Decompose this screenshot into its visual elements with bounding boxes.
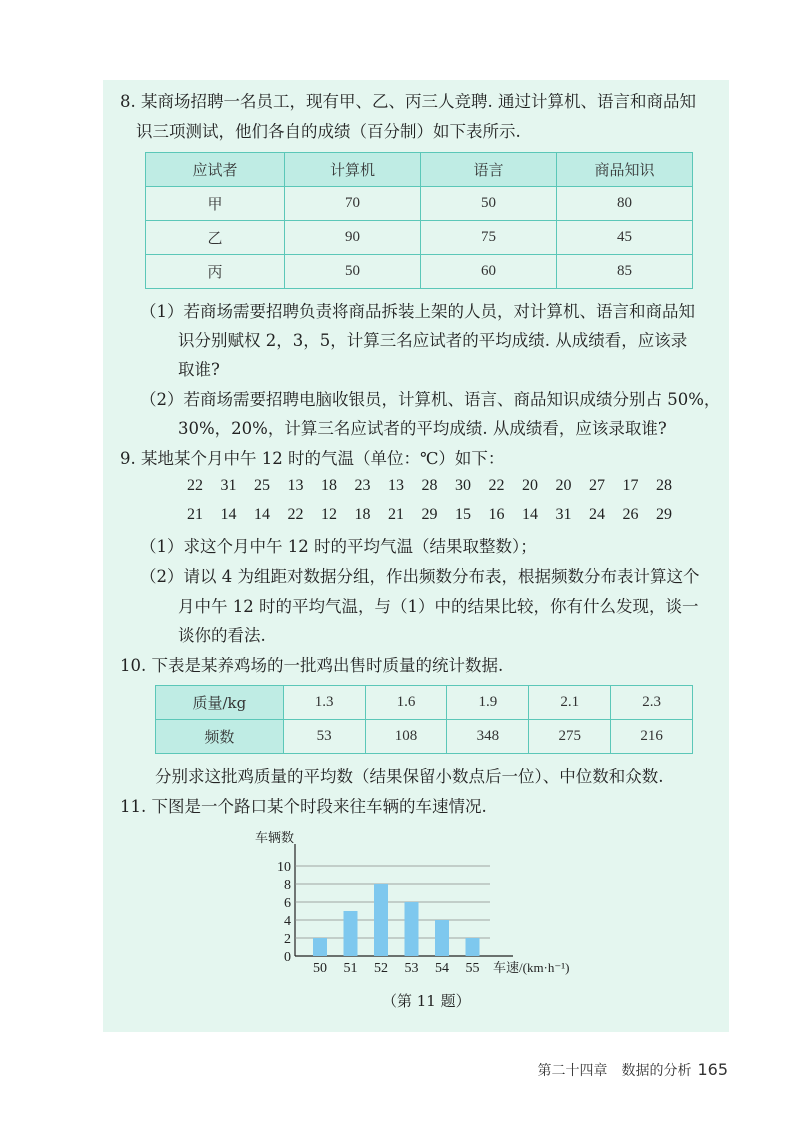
table-row-label: 质量/kg [156,686,284,720]
temperature-value: 13 [388,477,404,494]
table-row [146,255,693,289]
temperature-value: 31 [220,477,237,494]
table-row [146,187,693,221]
q9-line-1: 9. 某地某个月中午 12 时的气温（单位：℃）如下： [120,449,505,468]
y-tick-label: 8 [284,878,291,893]
bar-51 [344,911,358,956]
table-row-label: 频数 [156,720,284,754]
table-cell: 275 [529,720,611,754]
table-row [146,221,693,255]
temperature-value: 28 [656,477,672,494]
temperature-value: 12 [321,506,337,523]
table-cell: 乙 [146,221,285,255]
y-tick-label: 0 [284,950,291,965]
x-tick-label: 51 [343,961,358,976]
temperature-value: 21 [388,506,404,523]
table-cell: 85 [556,255,692,289]
temperature-value: 13 [287,477,304,494]
q10-line-1: 10. 下表是某养鸡场的一批鸡出售时质量的统计数据. [120,656,504,675]
bar-55 [466,938,480,956]
q11-caption: （第 11 题） [382,992,471,1010]
q8-part1-line-3: 取谁? [178,360,220,379]
temperature-value: 14 [522,506,538,523]
temperature-value: 24 [589,506,605,523]
table-cell: 2.3 [611,686,693,720]
q8-part1-line-2: 识分别赋权 2，3，5，计算三名应试者的平均成绩. 从成绩看，应该录 [178,331,688,350]
table-cell: 50 [284,255,420,289]
temperature-value: 23 [354,477,371,494]
temperature-value: 20 [555,477,572,494]
page-footer [537,1060,728,1080]
temperature-value: 27 [589,477,605,494]
table-cell: 80 [556,187,692,221]
temperature-value: 28 [421,477,438,494]
table-cell: 90 [284,221,420,255]
temperature-value: 22 [187,477,203,494]
table-cell: 70 [284,187,420,221]
table-cell: 1.9 [447,686,529,720]
temperature-value: 22 [488,477,505,494]
q8-line-1: 8. 某商场招聘一名员工，现有甲、乙、丙三人竞聘. 通过计算机、语言和商品知 [120,92,696,111]
q8-part2-line-2: 30%，20%，计算三名应试者的平均成绩. 从成绩看，应该录取谁? [178,419,667,438]
q9-part2-line-3: 谈你的看法. [178,626,266,645]
temperature-value: 26 [622,506,639,523]
y-tick-label: 10 [277,860,291,875]
temperature-value: 25 [254,477,270,494]
q8-header-cell: 语言 [420,153,556,187]
q9-part2-line-2: 月中午 12 时的平均气温，与（1）中的结果比较，你有什么发现，谈一 [178,597,699,616]
table-cell: 2.1 [529,686,611,720]
table-cell: 45 [556,221,692,255]
table-cell: 丙 [146,255,285,289]
y-tick-label: 4 [284,914,291,929]
bar-52 [374,884,388,956]
temperature-value: 22 [287,506,304,523]
table-row [156,720,693,754]
q11-line-1: 11. 下图是一个路口某个时段来往车辆的车速情况. [120,797,487,816]
q10-weight-table [155,685,693,754]
table-cell: 108 [365,720,447,754]
q11-speed-bar-chart [245,828,595,980]
x-tick-label: 53 [404,961,419,976]
x-tick-label: 54 [435,961,449,976]
table-cell: 1.6 [365,686,447,720]
table-cell: 75 [420,221,556,255]
q8-header-cell: 应试者 [146,153,285,187]
q8-line-2: 识三项测试，他们各自的成绩（百分制）如下表所示. [136,122,521,141]
temperature-value: 16 [488,506,505,523]
y-tick-label: 2 [284,932,291,947]
y-axis-label: 车辆数 [255,830,295,845]
temperature-value: 31 [555,506,572,523]
q9-part2-line-1: （2）请以 4 为组距对数据分组，作出频数分布表，根据频数分布表计算这个 [140,567,700,586]
temperature-value: 14 [220,506,237,523]
page-number: 165 [697,1060,728,1079]
x-tick-labels [313,961,480,976]
chapter-title: 第二十四章 数据的分析 [537,1063,692,1079]
q10-line-2: 分别求这批鸡质量的平均数（结果保留小数点后一位）、中位数和众数. [155,767,664,786]
q8-header-cell: 商品知识 [556,153,692,187]
x-tick-label: 52 [374,961,388,976]
temperature-value: 17 [622,477,639,494]
bar-50 [313,938,327,956]
table-cell: 53 [283,720,365,754]
q8-score-table [145,152,693,289]
table-cell: 50 [420,187,556,221]
temperature-value: 30 [455,477,471,494]
q8-header-cell: 计算机 [284,153,420,187]
temperature-value: 29 [656,506,672,523]
temperature-value: 29 [421,506,438,523]
table-cell: 1.3 [283,686,365,720]
table-cell: 348 [447,720,529,754]
table-row [156,686,693,720]
table-cell: 216 [611,720,693,754]
temperature-value: 18 [321,477,337,494]
table-cell: 60 [420,255,556,289]
grid-lines [295,866,490,938]
y-tick-label: 6 [284,896,291,911]
q8-part2-line-1: （2）若商场需要招聘电脑收银员，计算机、语言、商品知识成绩分别占 50%， [140,390,721,409]
temperature-value: 20 [522,477,538,494]
temperature-value: 14 [254,506,270,523]
bar-54 [435,920,449,956]
x-tick-label: 55 [465,961,480,976]
q9-part1: （1）求这个月中午 12 时的平均气温（结果取整数）； [140,537,537,556]
temperature-value: 18 [354,506,371,523]
temperature-value: 21 [187,506,203,523]
x-tick-label: 50 [313,961,327,976]
bar-53 [405,902,419,956]
table-cell: 甲 [146,187,285,221]
x-axis-label: 车速/(km·h⁻¹) [493,960,570,975]
temperature-value: 15 [455,506,471,523]
q8-part1-line-1: （1）若商场需要招聘负责将商品拆装上架的人员，对计算机、语言和商品知 [140,302,695,321]
y-tick-labels [277,860,291,965]
